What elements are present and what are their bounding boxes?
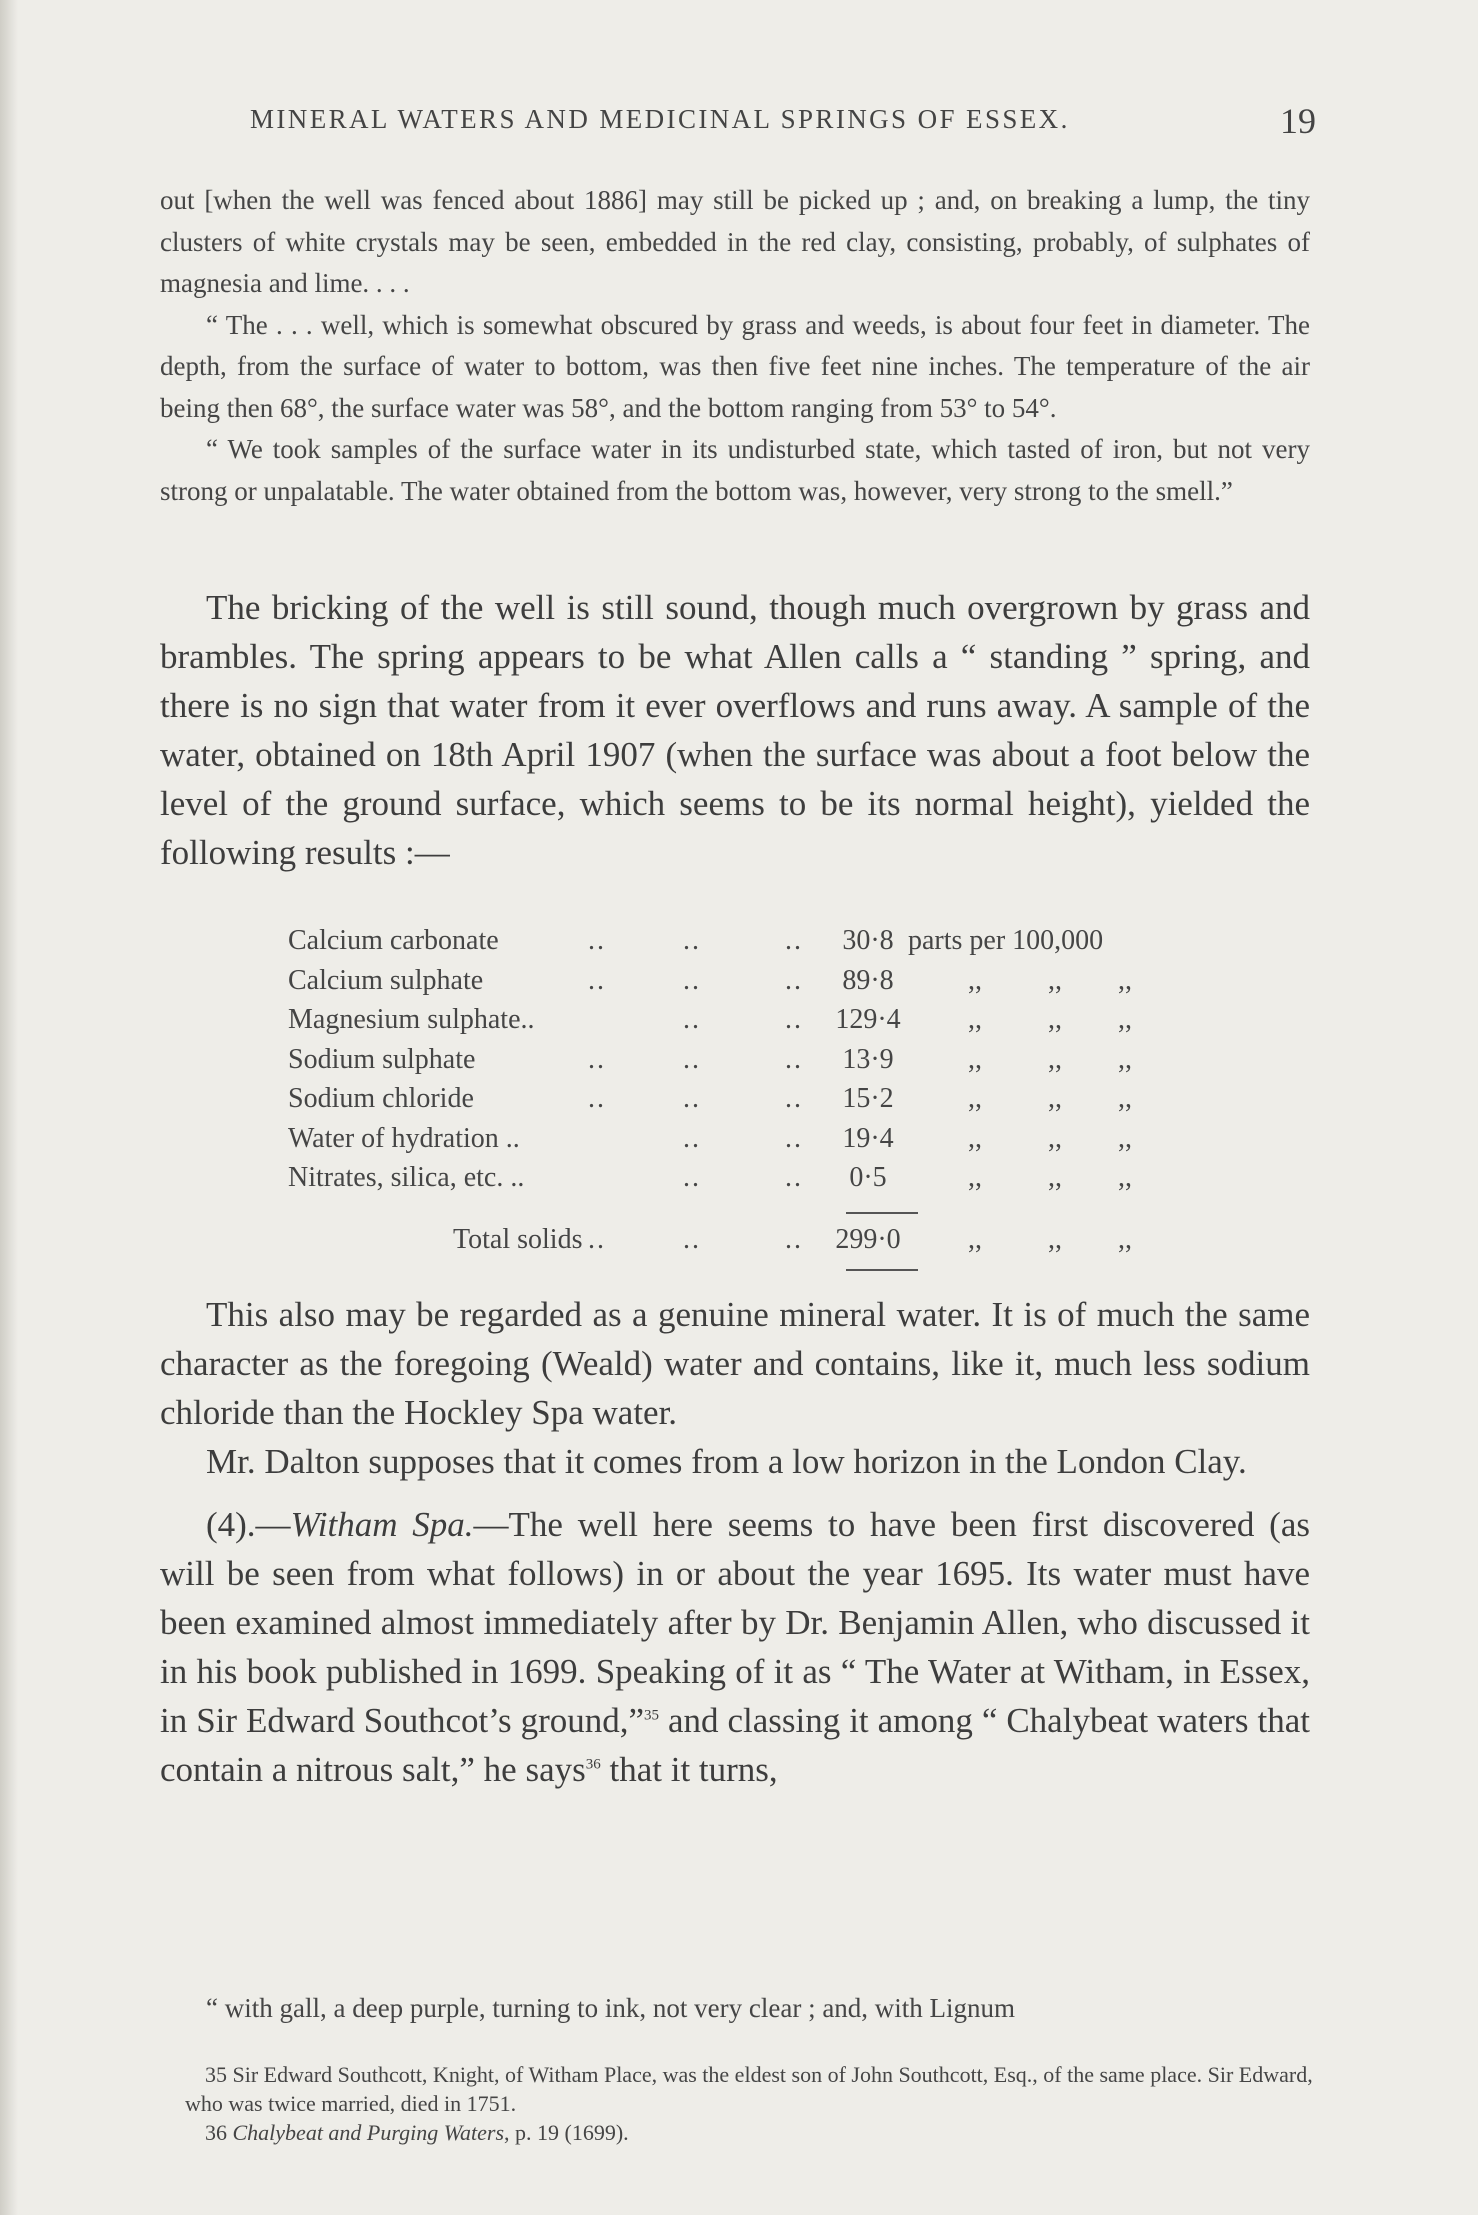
witham-text-a: —The well here seems to have been first discovered (as will be seen from what follows) in or about the year 1695. Its water must have been examined almost immediately after by Dr. Benjamin Allen, who discussed it in his book published in 1699. Speaking of it as “ The Water at Witham, in Essex, in Sir Edward Southcot’s ground,” [160, 1505, 1310, 1740]
constituent-value: 129·4 [835, 1004, 901, 1035]
constituent-value: 89·8 [842, 964, 894, 996]
constituent-value: 19·4 [842, 1122, 894, 1154]
ditto-mark: ,, [1118, 1004, 1132, 1035]
witham-text-b: and classing it among “ Chalybeat waters that contain a nitrous salt,” he says [160, 1701, 1310, 1789]
ditto-mark: ,, [1048, 1162, 1062, 1193]
ditto-mark: ,, [1118, 1122, 1132, 1154]
ditto-mark: ,, [1048, 1223, 1062, 1255]
footnote-ref-36: 36 [585, 1756, 601, 1773]
footnote-36-number: 36 [205, 2120, 233, 2145]
quote-paragraph-3: “ We took samples of the surface water in its undisturbed state, which tasted of iron, but not very strong or unpalatable. The water obtained from the bottom was, however, very strong to the smell.” [160, 434, 1310, 506]
ditto-mark: ,, [968, 964, 982, 996]
footnote-ref-35: 35 [644, 1707, 660, 1724]
analysis-row: Magnesium sulphate.. .. .. 129·4 ,, ,, ,, [288, 1004, 1132, 1035]
ditto-mark: ,, [1048, 1083, 1062, 1114]
constituent-value: 299·0 [835, 1223, 901, 1255]
ditto-mark: ,, [1048, 1004, 1062, 1035]
constituent-name: Calcium sulphate [288, 964, 484, 996]
witham-text-c: that it turns, [600, 1750, 778, 1789]
analysis-rows [288, 925, 1248, 1263]
quote-gall: “ with gall, a deep purple, turning to ink, not very clear ; and, with Lignum [206, 1993, 1016, 2023]
page-edge-shadow [0, 0, 18, 2215]
analysis-row: Sodium chloride .. .. .. 15·2 ,, ,, ,, [288, 1083, 1132, 1114]
ditto-mark: ,, [968, 1004, 982, 1035]
ditto-mark: ,, [1048, 1043, 1062, 1075]
section-title: Witham Spa. [290, 1505, 474, 1544]
constituent-name: Calcium carbonate [288, 925, 499, 956]
paragraph-dalton: Mr. Dalton supposes that it comes from a low horizon in the London Clay. [206, 1442, 1247, 1481]
constituent-value: 0·5 [849, 1162, 887, 1193]
analysis-row: Sodium sulphate .. .. .. 13·9 ,, ,, ,, [288, 1043, 1132, 1075]
constituent-name: Sodium chloride [288, 1083, 474, 1114]
later-paragraphs [160, 1290, 1310, 1794]
unit-label: parts per 100,000 [908, 925, 1104, 956]
constituent-value: 15·2 [842, 1083, 894, 1114]
ditto-mark: ,, [1048, 1122, 1062, 1154]
total-label: Total solids [453, 1223, 583, 1255]
running-title: MINERAL WATERS AND MEDICINAL SPRINGS OF ESSEX. [250, 104, 1070, 134]
ditto-mark: ,, [968, 1162, 982, 1193]
constituent-name: Sodium sulphate [288, 1043, 476, 1075]
paragraph-bricking: The bricking of the well is still sound, though much overgrown by grass and brambles. The spring appears to be what Allen calls a “ standing ” spring, and there is no sign that water from it ever overflows and runs away. A sample of the water, obtained on 18th April 1907 (when the surface was about a foot below the level of the ground surface, which seems to be its normal height), yielded the following results :— [160, 588, 1310, 872]
quote-paragraph-2: “ The . . . well, which is somewhat obscured by grass and weeds, is about four feet in diameter. The depth, from the surface of water to bottom, was then five feet nine inches. The temperature of the air being then 68°, the surface water was 58°, and the bottom ranging from 53° to 54°. [160, 309, 1310, 423]
ditto-mark: ,, [968, 1122, 982, 1154]
ditto-mark: ,, [1118, 1083, 1132, 1114]
constituent-value: 30·8 [842, 925, 894, 956]
ditto-mark: ,, [1118, 1223, 1132, 1255]
total-row: Total solids .. .. .. 299·0 ,, ,, ,, [453, 1223, 1132, 1255]
analysis-row: Calcium carbonate .. .. .. 30·8 parts per 100,000 [288, 925, 1104, 956]
sum-rule-top [846, 1212, 918, 1214]
sum-rule-bottom [846, 1269, 918, 1271]
constituent-name: Magnesium sulphate.. [288, 1004, 535, 1035]
analysis-row: Calcium sulphate .. .. .. 89·8 ,, ,, ,, [288, 964, 1132, 996]
footnotes [185, 2060, 1315, 2147]
ditto-mark: ,, [1118, 1162, 1132, 1193]
ditto-mark: ,, [1118, 964, 1132, 996]
ditto-mark: ,, [1118, 1043, 1132, 1075]
ditto-mark: ,, [968, 1223, 982, 1255]
paragraph-genuine-mineral: This also may be regarded as a genuine mineral water. It is of much the same character as the foregoing (Weald) water and contains, like it, much less sodium chloride than the Hockley Spa water. [160, 1295, 1310, 1432]
ditto-mark: ,, [968, 1083, 982, 1114]
footnote-36-rest: , p. 19 (1699). [504, 2120, 629, 2145]
ditto-mark: ,, [968, 1043, 982, 1075]
analysis-row: Water of hydration .. .. .. 19·4 ,, ,, ,, [288, 1122, 1132, 1154]
paragraph-witham-spa [160, 1500, 1310, 1794]
quote-paragraph-1: out [when the well was fenced about 1886] may still be picked up ; and, on breaking a lump, the tiny clusters of white crystals may be seen, embedded in the red clay, consisting, probably, of sulphates of magnesia and lime. . . . [160, 185, 1310, 298]
footnote-36-title: Chalybeat and Purging Waters [232, 2120, 505, 2145]
footnote-36 [185, 2118, 1315, 2147]
analysis-row: Nitrates, silica, etc. .. .. .. 0·5 ,, ,, ,, [288, 1162, 1132, 1193]
quoted-report [160, 180, 1310, 512]
page-number: 19 [1280, 101, 1316, 141]
constituent-name: Water of hydration .. [288, 1122, 520, 1154]
constituent-name: Nitrates, silica, etc. .. [288, 1162, 525, 1193]
analysis-table [288, 925, 1248, 1263]
ditto-mark: ,, [1048, 964, 1062, 996]
constituent-value: 13·9 [842, 1043, 894, 1075]
running-header [230, 100, 1320, 140]
footnote-35: 35 Sir Edward Southcott, Knight, of Witham Place, was the eldest son of John Southcott, Esq., of the same place. Sir Edward, who was twice married, died in 1751. [185, 2062, 1313, 2116]
section-number: (4).— [206, 1505, 291, 1544]
